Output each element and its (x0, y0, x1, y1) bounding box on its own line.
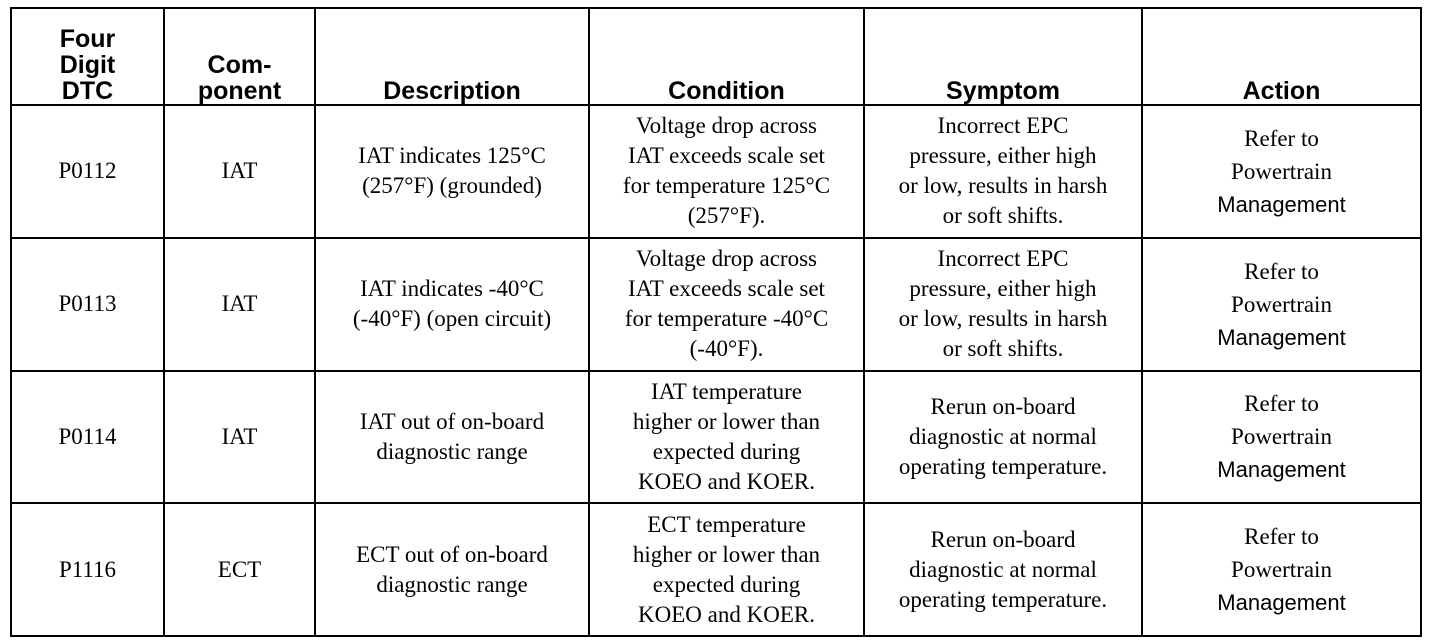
description-cell: ECT out of on-board diagnostic range (315, 503, 589, 636)
action-cell: Refer to Powertrain Management (1142, 105, 1421, 238)
description-cell: IAT out of on-board diagnostic range (315, 371, 589, 504)
symptom-cell: Rerun on-board diagnostic at normal operating temperature. (864, 503, 1142, 636)
dtc-code: P0113 (11, 238, 164, 371)
dtc-code: P1116 (11, 503, 164, 636)
dtc-table (10, 7, 1422, 637)
table-row (11, 371, 1421, 504)
condition-cell: IAT temperature higher or lower than expected during KOEO and KOER. (589, 371, 864, 504)
symptom-cell: Incorrect EPC pressure, either high or low, results in harsh or soft shifts. (864, 238, 1142, 371)
header-component: Com- ponent (164, 8, 315, 105)
action-cell: Refer to Powertrain Management (1142, 503, 1421, 636)
table-row (11, 503, 1421, 636)
component-cell: ECT (164, 503, 315, 636)
dtc-code: P0114 (11, 371, 164, 504)
component-cell: IAT (164, 371, 315, 504)
condition-cell: Voltage drop across IAT exceeds scale set for temperature -40°C (-40°F). (589, 238, 864, 371)
symptom-cell: Rerun on-board diagnostic at normal operating temperature. (864, 371, 1142, 504)
component-cell: IAT (164, 105, 315, 238)
component-cell: IAT (164, 238, 315, 371)
action-cell: Refer to Powertrain Management (1142, 371, 1421, 504)
header-symptom: Symptom (864, 8, 1142, 105)
description-cell: IAT indicates 125°C (257°F) (grounded) (315, 105, 589, 238)
header-description: Description (315, 8, 589, 105)
dtc-code: P0112 (11, 105, 164, 238)
symptom-cell: Incorrect EPC pressure, either high or low, results in harsh or soft shifts. (864, 105, 1142, 238)
header-condition: Condition (589, 8, 864, 105)
header-action: Action (1142, 8, 1421, 105)
description-cell: IAT indicates -40°C (-40°F) (open circuit) (315, 238, 589, 371)
table-row (11, 105, 1421, 238)
header-dtc: Four Digit DTC (11, 8, 164, 105)
action-cell: Refer to Powertrain Management (1142, 238, 1421, 371)
table-row (11, 238, 1421, 371)
condition-cell: ECT temperature higher or lower than expected during KOEO and KOER. (589, 503, 864, 636)
condition-cell: Voltage drop across IAT exceeds scale set for temperature 125°C (257°F). (589, 105, 864, 238)
table-header-row (11, 8, 1421, 105)
